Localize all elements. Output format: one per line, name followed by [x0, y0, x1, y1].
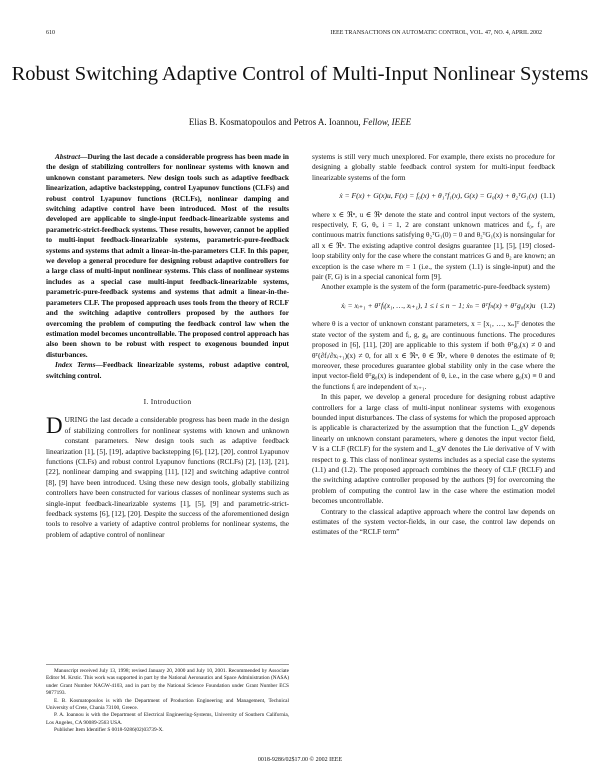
index-terms-label: Index Terms— — [55, 360, 103, 370]
body-paragraph: where x ∈ ℜⁿ, u ∈ ℜⁿ denote the state and control input vectors of the system, respectively, F, G, θᵢ, i = 1, 2 are constant unknown matrices and f₀, f₁ are continuous matrix functions satisfying θ₂ᵀG₁(0) = 0 and θ₂ᵀG₁(x) is nonsingular for all x ∈ ℜⁿ. The existing adaptive control designs guarantee [1], [5], [19] closed-loop stability only for the case where the constant matrices G and θ₂ are known; an exception is the case where m = 1 (i.e., the system (1.1) is single-input) and the pair (F, G) is in a special canonical form [9]. — [312, 209, 555, 282]
equation-body: ẋᵢ = xᵢ₊₁ + θᵀfᵢ(x₁, …, xᵢ₊₁), 1 ≤ i ≤ n − 1; ẋₙ = θᵀfₙ(x) + θᵀg₀(x)u — [341, 300, 536, 310]
intro-first-word: URING — [64, 415, 88, 425]
equation-number: (1.2) — [540, 300, 555, 310]
index-terms-text: Feedback linearizable systems, robust adaptive control, switching control. — [46, 360, 290, 380]
paper-title: Robust Switching Adaptive Control of Multi-Input Nonlinear Systems — [11, 63, 589, 85]
author-fellow-title: Fellow, IEEE — [362, 117, 412, 127]
footnote-author-2: P. A. Ioannou is with the Department of Electrical Engineering-Systems, University of Southern California, Los Angeles, CA 90089-2563 USA. — [46, 712, 289, 726]
abstract-label: Abstract— — [55, 152, 88, 161]
footnote-manuscript: Manuscript received July 13, 1998; revised January 20, 2000 and July 10, 2001. Recommended by Associate Editor M. Krstic. This work was supported in part by the National Aeronautics and Space Administration (NASA) under Grant Number NAGW-4103, and in part by the National Science Foundation under Grant Number ECS 9877193. — [46, 668, 289, 697]
left-column — [46, 152, 289, 540]
page-number: 610 — [46, 30, 55, 36]
footnote-identifier: Publisher Item Identifier S 0018-9286(02)03739-X. — [54, 727, 164, 734]
author-line — [0, 117, 600, 127]
footnote — [46, 664, 289, 735]
index-terms — [46, 360, 289, 381]
running-header: IEEE TRANSACTIONS ON AUTOMATIC CONTROL, VOL. 47, NO. 4, APRIL 2002 — [330, 30, 542, 36]
right-column — [312, 152, 555, 538]
intro-paragraph — [46, 415, 289, 540]
equation-body: ẋ = F(x) + G(x)u, F(x) = f₀(x) + θ₁ᵀf₁(x), G(x) = G₀(x) + θ₂ᵀG₁(x) — [339, 191, 538, 201]
body-paragraph: In this paper, we develop a general procedure for designing robust adaptive controllers for a large class of multi-input nonlinear systems with exogenous bounded input disturbances. The class of systems for which the proposed approach is applicable is characterized by the assumption that the function L_gV depends linearly on unknown constant parameters, where g denotes the input vector field, V is a CLF (RCLF) for the system and L_gV denotes the Lie derivative of V with respect to g. This class of nonlinear systems includes as a special case the systems (1.1) and (1.2). The proposed approach combines the theory of CLF (RCLF) and the switching adaptive controller proposed by the authors [9] for overcoming the problem of computing the control law in the case where the estimation model becomes uncontrollable. — [312, 392, 555, 506]
section-heading-introduction: I. Introduction — [143, 396, 192, 406]
abstract-text: During the last decade a considerable progress has been made in the design of stabilizing controllers for nonlinear systems with known and unknown constant parameters. New design tools such as adaptive feedback linearization, adaptive backstepping, control Lyapunov functions (CLFs) and robust control Lyapunov functions (RCLFs), nonlinear damping and switching adaptive control have been introduced. Most of the results developed are applicable to single-input feedback-linearizable systems and parametric-strict-feedback systems. These results, however, cannot be applied to multi-input feedback-linearizable systems, parametric-pure-feedback systems and systems that admit a linear-in-the-parameters CLF. In this paper, we develop a general procedure for designing robust adaptive controllers for a large class of multi-input nonlinear systems. This class of nonlinear systems includes as a special case multi-input feedback-linearizable systems, parametric-pure-feedback systems and systems that admit a linear-in-the-parameters CLF. The proposed approach uses tools from the theory of RCLF and the switching adaptive controllers proposed by the authors for overcoming the problem of computing the feedback control law when the estimation model becomes uncontrollable. The proposed control approach has also been shown to be robust with respect to exogenous bounded input disturbances. — [46, 152, 289, 359]
drop-cap: D — [46, 413, 63, 439]
body-paragraph: where θ is a vector of unknown constant parameters, x = [x₁, …, xₙ]ᵀ denotes the state vector of the system and fᵢ, g, g₀ are continuous functions. The procedures proposed in [6], [11], [20] are applicable to this system if both θᵀg₀(x) ≠ 0 and θᵀ(∂fᵢ/∂xᵢ₊₁)(x) ≠ 0, for all x ∈ ℜⁿ, θ ∈ ℜᵖ, where θ denotes the estimate of θ; moreover, these procedures guarantee global stability only in the case where the input vector-field θᵀg₀(x) is independent of θ, i.e., in the case where g₀(x) ≡ 0 and the functions fᵢ are independent of xᵢ₊₁. — [312, 319, 555, 391]
equation-1-2 — [312, 301, 555, 311]
footnote-author-1: E. B. Kosmatopoulos is with the Department of Production Engineering and Management, Technical University of Crete, Chania 73100, Greece. — [46, 697, 289, 712]
body-paragraph: Contrary to the classical adaptive approach where the control law depends on estimates of the system vector-fields, in our case, the control law depends on estimates of the “RCLF term” — [312, 506, 555, 537]
body-paragraph: Another example is the system of the form (parametric-pure-feedback system) — [321, 282, 550, 292]
equation-number: (1.1) — [540, 191, 555, 201]
abstract — [46, 152, 289, 360]
author-names: Elias B. Kosmatopoulos and Petros A. Ioannou, — [188, 117, 361, 127]
equation-1-1 — [312, 191, 555, 201]
intro-text: the last decade a considerable progress has been made in the design of stabilizing controllers for nonlinear systems with known and unknown constant parameters. New design tools such as adaptive feedback linearization [1], [5], [19], adaptive backstepping [6], [12], [20], control Lyapunov functions (CLFs) and robust control Lyapunov functions (RCLFs) [2], [13], [21], [22], nonlinear damping and swapping [11], [12] and switching adaptive control [8], [9] have been introduced. Using these new design tools, globally stabilizing controllers have been constructed for various classes of nonlinear systems such as single-input feedback-linearizable systems [1], [5], [9] and parametric-strict-feedback systems [6], [12], [20]. Despite the success of the aforementioned design tools to resolve a variety of adaptive control problems for nonlinear systems, the problem of adaptive control of nonlinear — [46, 415, 289, 539]
copyright-footer: 0018-9286/02$17.00 © 2002 IEEE — [257, 757, 343, 763]
body-paragraph: systems is still very much unexplored. For example, there exists no procedure for designing a globally stable feedback control system for multi-input feedback linearizable systems of the form — [312, 152, 555, 182]
